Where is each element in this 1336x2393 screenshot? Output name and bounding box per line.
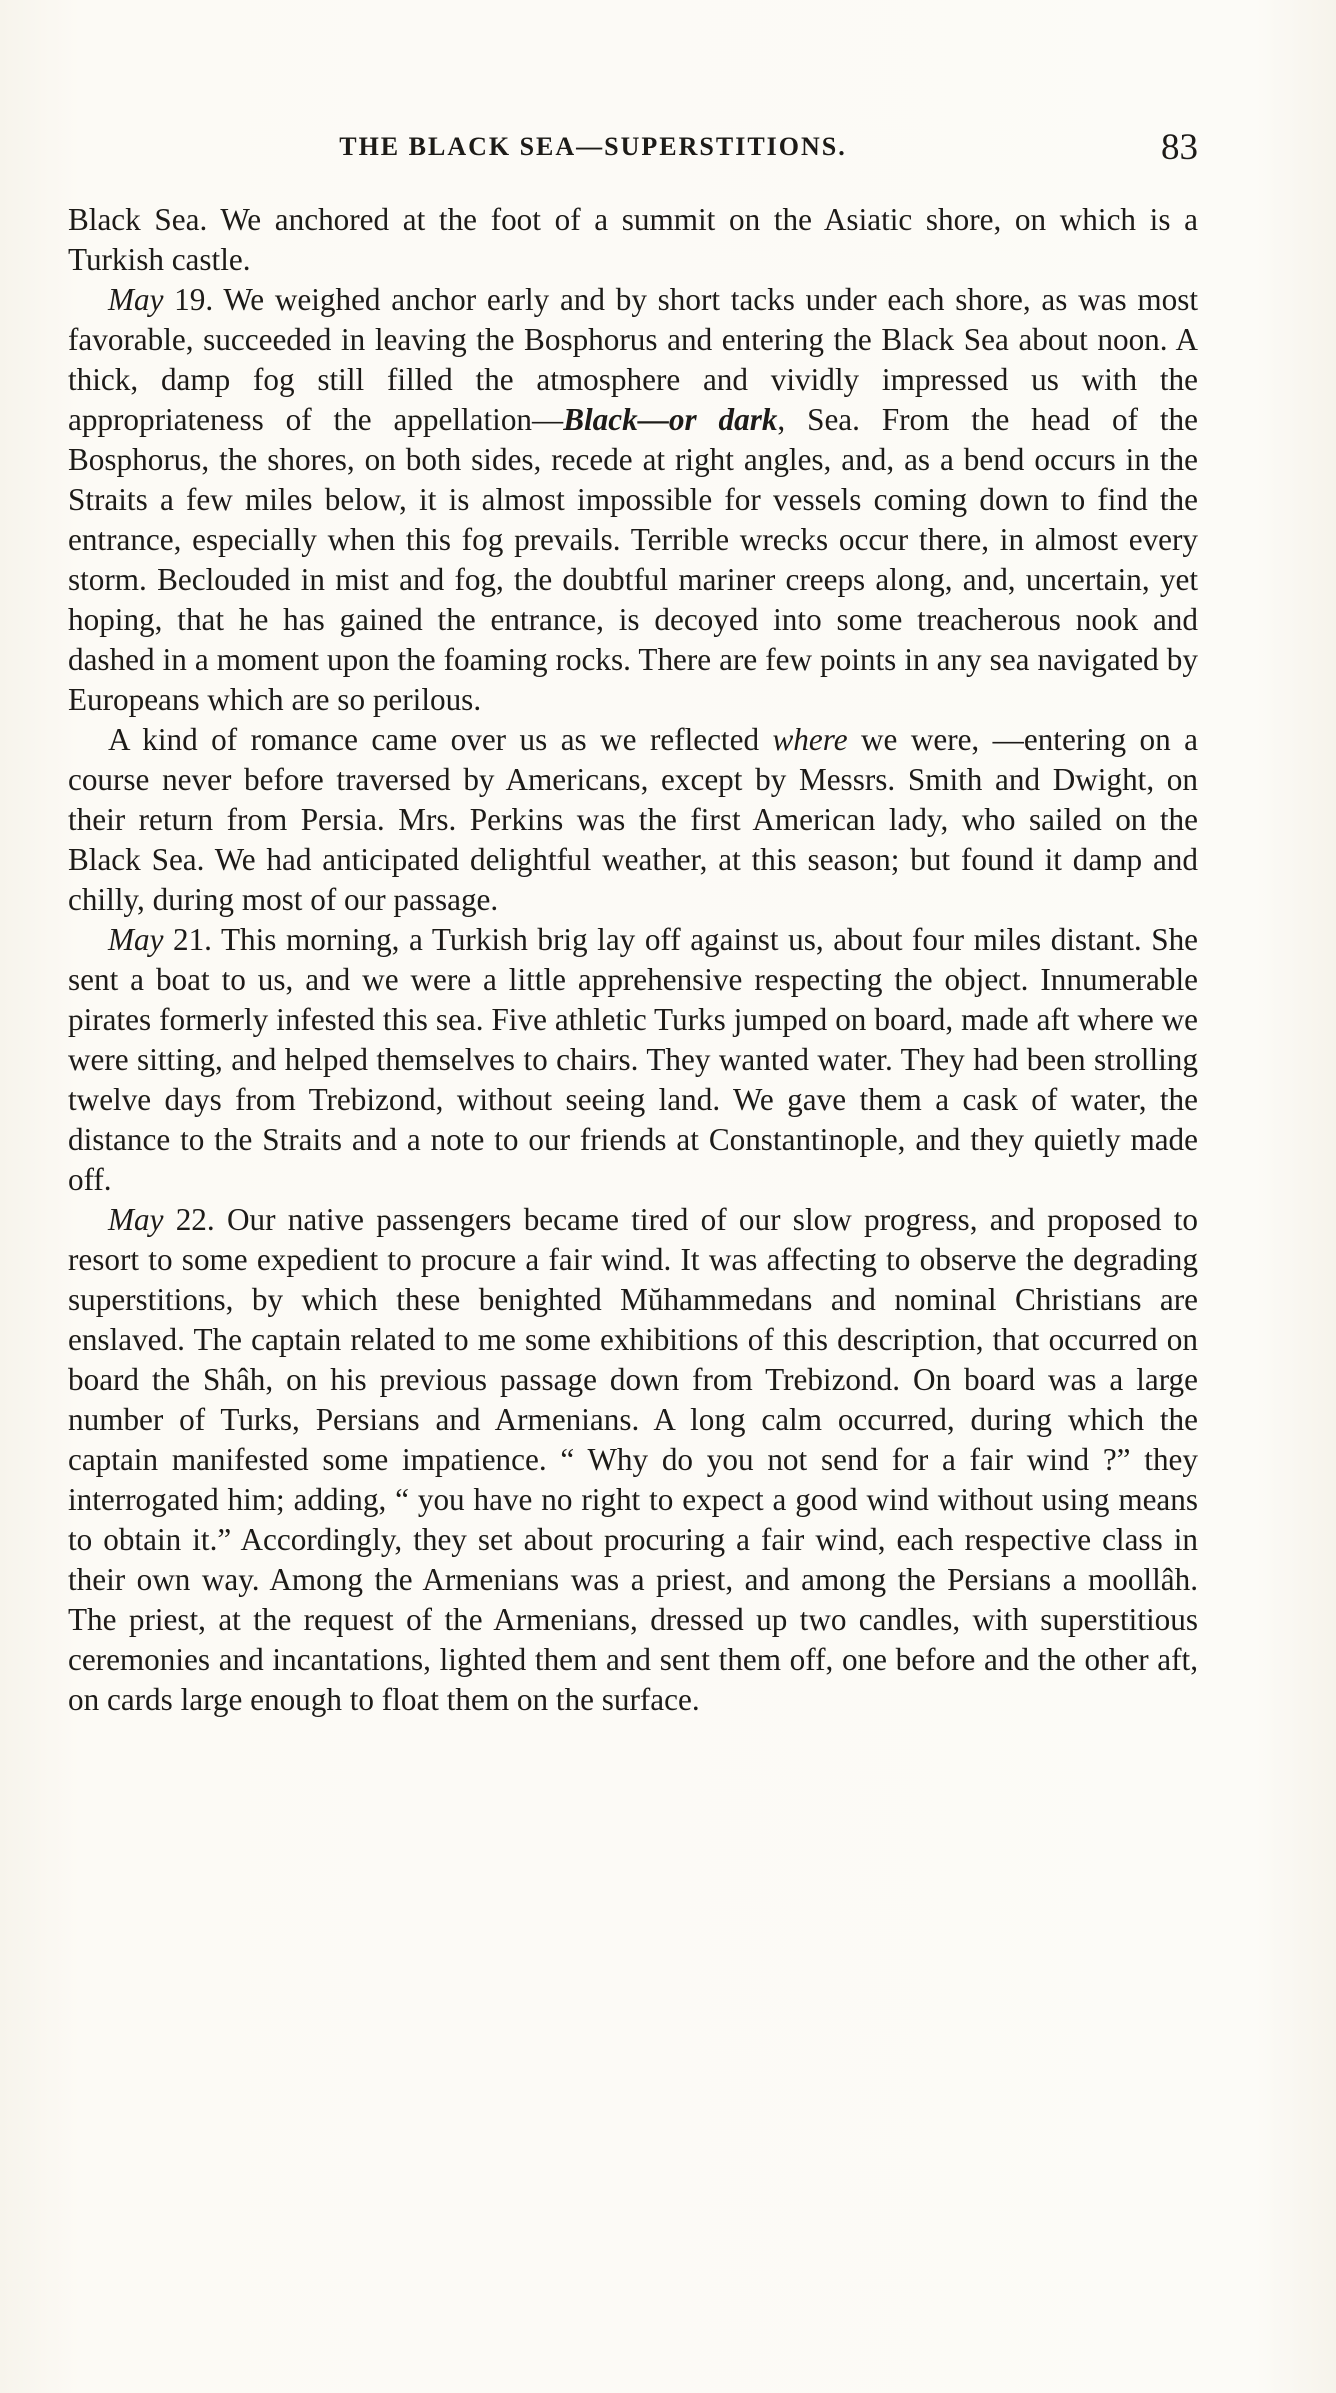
date-month: May (108, 1202, 164, 1237)
paragraph-continuation (68, 200, 1198, 280)
paragraph-may-21 (68, 920, 1198, 1200)
date-day: 19. (163, 282, 214, 317)
emphasis-text: where (772, 722, 848, 757)
paragraph-text: we were, —entering on a course never before traversed by Americans, except by Messrs. Smith and Dwight, on their return from Persia. Mrs. Perkins was the first American lady, who sailed on the Black Sea. We had anticipated delightful weather, at this season; but found it damp and chilly, during most of our passage. (68, 722, 1198, 917)
page-number: 83 (1161, 127, 1198, 168)
paragraph-text: Our native passengers became tired of our slow progress, and proposed to resort to some expedient to procure a fair wind. It was affecting to observe the degrading superstitions, by which these benighted Mŭhammedans and nominal Christians are enslaved. The captain related to me some exhibitions of this description, that occurred on board the Shâh, on his previous passage down from Trebizond. On board was a large number of Turks, Persians and Armenians. A long calm occurred, during which the captain manifested some impatience. “ Why do you not send for a fair wind ?” they interrogated him; adding, “ you have no right to expect a good wind without using means to obtain it.” Accordingly, they set about procuring a fair wind, each respective class in their own way. Among the Armenians was a priest, and among the Persians a moollâh. The priest, at the request of the Armenians, dressed up two candles, with superstitious ceremonies and incantations, lighted them and sent them off, one before and the other aft, on cards large enough to float them on the surface. (68, 1202, 1198, 1717)
running-head (68, 126, 1198, 176)
paragraph-text: Black Sea. We anchored at the foot of a summit on the Asiatic shore, on which is a Turkish castle. (68, 202, 1198, 277)
emphasis-text: Black—or dark (563, 402, 778, 437)
paragraph-text: , Sea. From the head of the Bosphorus, the shores, on both sides, recede at right angles, and, as a bend occurs in the Straits a few miles below, it is almost impossible for vessels coming down to find the entrance, especially when this fog prevails. Terrible wrecks occur there, in almost every storm. Beclouded in mist and fog, the doubtful mariner creeps along, and, uncertain, yet hoping, that he has gained the entrance, is decoyed into some treacherous nook and dashed in a moment upon the foaming rocks. There are few points in any sea navigated by Europeans which are so perilous. (68, 402, 1198, 717)
running-title: THE BLACK SEA—SUPERSTITIONS. (339, 132, 847, 161)
paragraph-text: We weighed anchor early and by short tacks under each shore, as was most favorable, succeeded in leaving the Bosphorus and entering the Black Sea about noon. A thick, damp fog still filled the atmosphere and vividly impressed us with the appropriateness of the appellation— (68, 282, 1198, 437)
date-day: 22. (163, 1202, 215, 1237)
paragraph-romance (68, 720, 1198, 920)
paragraph-text: This morning, a Turkish brig lay off against us, about four miles distant. She sent a boat to us, and we were a little apprehensive respecting the object. Innumerable pirates formerly infested this sea. Five athletic Turks jumped on board, made aft where we were sitting, and helped themselves to chairs. They wanted water. They had been strolling twelve days from Trebizond, without seeing land. We gave them a cask of water, the distance to the Straits and a note to our friends at Constantinople, and they quietly made off. (68, 922, 1199, 1197)
date-month: May (108, 282, 164, 317)
paragraph-may-19 (68, 280, 1198, 720)
paragraph-may-22 (68, 1200, 1198, 1720)
date-day: 21. (163, 922, 212, 957)
paragraph-text: A kind of romance came over us as we reflected (108, 722, 773, 757)
body-text (68, 200, 1198, 1720)
date-month: May (108, 922, 164, 957)
